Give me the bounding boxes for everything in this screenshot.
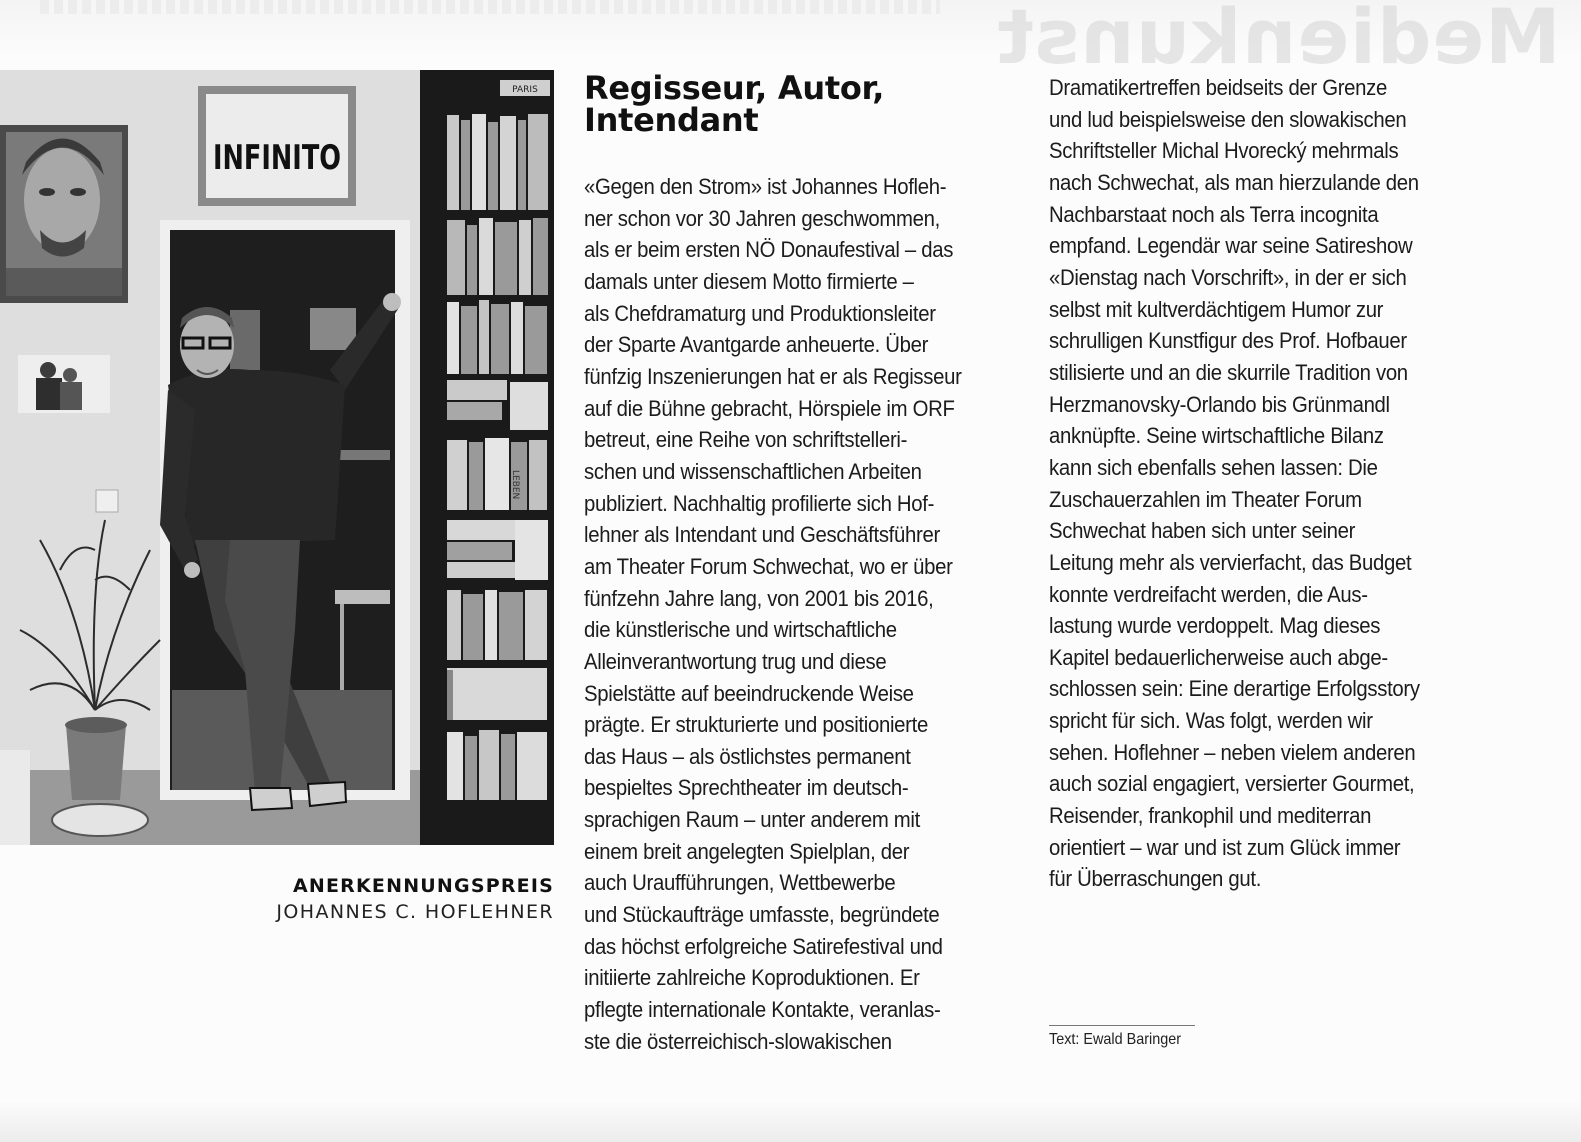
article-column-1: [584, 171, 1020, 1057]
portrait-illustration: [0, 70, 554, 845]
body-text-line: spricht für sich. Was folgt, werden wir: [1049, 708, 1373, 734]
body-text-line: Schwechat haben sich unter seiner: [1049, 518, 1356, 544]
body-text-line: stilisierte und an die skurrile Tradition von: [1049, 359, 1408, 385]
body-text-line: sprachigen Raum – unter anderem mit: [584, 807, 920, 833]
body-text-line: bespieltes Sprechtheater im deutsch-: [584, 775, 909, 801]
body-text-line: Kapitel bedauerlicherweise auch abge-: [1049, 644, 1388, 670]
headline-line-2: Intendant: [584, 101, 759, 139]
body-text-line: das höchst erfolgreiche Satirefestival und: [584, 933, 943, 959]
body-text-line: orientiert – war und ist zum Glück immer: [1049, 834, 1401, 860]
body-text-line: als er beim ersten NÖ Donaufestival – das: [584, 237, 954, 263]
body-text-line: konnte verdreifacht werden, die Aus-: [1049, 581, 1368, 607]
body-text-line: Alleinverantwortung trug und diese: [584, 648, 887, 674]
body-text-line: sehen. Hoflehner – neben vielem anderen: [1049, 739, 1416, 765]
body-text-line: Schriftsteller Michal Hvorecký mehrmals: [1049, 138, 1399, 164]
body-text-line: damals unter diesem Motto firmierte –: [584, 268, 914, 294]
body-text-line: Zuschauerzahlen im Theater Forum: [1049, 486, 1362, 512]
credit-divider: [1049, 1025, 1195, 1026]
award-title: ANERKENNUNGSPREIS: [292, 875, 554, 897]
small-framed-photo: [18, 355, 110, 413]
body-text-line: und Stückaufträge umfasste, begründete: [584, 902, 940, 928]
body-text-line: Nachbarstaat noch als Terra incognita: [1049, 201, 1379, 227]
laureate-name: JOHANNES C. HOFLEHNER: [276, 901, 554, 923]
bleed-through-heading: Medienkunst: [996, 0, 1561, 81]
article-column-2: [1049, 72, 1489, 895]
article-headline: [584, 69, 984, 139]
body-text-line: Leitung mehr als vervierfacht, das Budget: [1049, 549, 1412, 575]
body-text-line: Spielstätte auf beeindruckende Weise: [584, 680, 914, 706]
body-text-line: fünfzig Inszenierungen hat er als Regisseur: [584, 363, 962, 389]
photo-caption: [276, 873, 554, 925]
body-text-line: initiierte zahlreiche Koproduktionen. Er: [584, 965, 920, 991]
infinito-sign: [198, 86, 356, 206]
body-text-line: anknüpfte. Seine wirtschaftliche Bilanz: [1049, 423, 1384, 449]
body-text-line: und lud beispielsweise den slowakischen: [1049, 106, 1407, 132]
body-text-line: für Überraschungen gut.: [1049, 866, 1262, 892]
body-text-line: schen und wissenschaftlichen Arbeiten: [584, 458, 922, 484]
body-text-line: lastung wurde verdoppelt. Mag dieses: [1049, 613, 1381, 639]
body-text-line: als Chefdramaturg und Produktionsleiter: [584, 300, 936, 326]
body-text-line: betreut, eine Reihe von schriftstelleri-: [584, 427, 908, 453]
body-text-line: am Theater Forum Schwechat, wo er über: [584, 553, 953, 579]
body-text-line: ste die österreichisch-slowakischen: [584, 1028, 892, 1054]
body-text-line: fünfzehn Jahre lang, von 2001 bis 2016,: [584, 585, 934, 611]
body-text-line: «Dienstag nach Vorschrift», in der er sich: [1049, 264, 1407, 290]
body-text-line: schrulligen Kunstfigur des Prof. Hofbauer: [1049, 328, 1407, 354]
bookshelf: [420, 70, 554, 845]
body-text-line: «Gegen den Strom» ist Johannes Hofleh-: [584, 174, 947, 199]
sign-text: INFINITO: [213, 138, 341, 178]
portrait-painting: [0, 125, 128, 303]
body-text-line: auch sozial engagiert, versierter Gourmet,: [1049, 771, 1415, 797]
body-text-line: publiziert. Nachhaltig profilierte sich Hof-: [584, 490, 935, 516]
body-text-line: das Haus – als östlichstes permanent: [584, 743, 911, 769]
body-text-line: schlossen sein: Eine derartige Erfolgsstory: [1049, 676, 1420, 702]
body-text-line: empfand. Legendär war seine Satireshow: [1049, 233, 1413, 259]
body-text-line: Herzmanovsky-Orlando bis Grünmandl: [1049, 391, 1390, 417]
body-text-line: Dramatikertreffen beidseits der Grenze: [1049, 75, 1388, 100]
headline-line-1: Regisseur, Autor,: [584, 69, 885, 107]
body-text-line: ner schon vor 30 Jahren geschwommen,: [584, 205, 941, 231]
body-text-line: auf die Bühne gebracht, Hörspiele im ORF: [584, 395, 955, 421]
paris-tag: PARIS: [512, 85, 538, 95]
body-text-line: lehner als Intendant und Geschäftsführer: [584, 522, 940, 548]
body-text-line: prägte. Er strukturierte und positionierte: [584, 712, 928, 738]
body-text-line: nach Schwechat, als man hierzulande den: [1049, 169, 1419, 195]
body-text-line: der Sparte Avantgarde anheuerte. Über: [584, 332, 929, 358]
body-text-line: auch Uraufführungen, Wettbewerbe: [584, 870, 896, 896]
bleed-through-top: [40, 0, 940, 14]
book-spine-text: LEBEN: [510, 470, 520, 500]
body-text-line: kann sich ebenfalls sehen lassen: Die: [1049, 454, 1378, 480]
portrait-photo: [0, 70, 554, 845]
body-text-line: die künstlerische und wirtschaftliche: [584, 617, 897, 643]
body-text-line: pflegte internationale Kontakte, veranlas-: [584, 997, 941, 1023]
body-text-line: einem breit angelegten Spielplan, der: [584, 838, 910, 864]
body-text-line: selbst mit kultverdächtigem Humor zur: [1049, 296, 1384, 322]
author-credit: Text: Ewald Baringer: [1049, 1031, 1182, 1048]
body-text-line: Reisender, frankophil und mediterran: [1049, 803, 1372, 829]
